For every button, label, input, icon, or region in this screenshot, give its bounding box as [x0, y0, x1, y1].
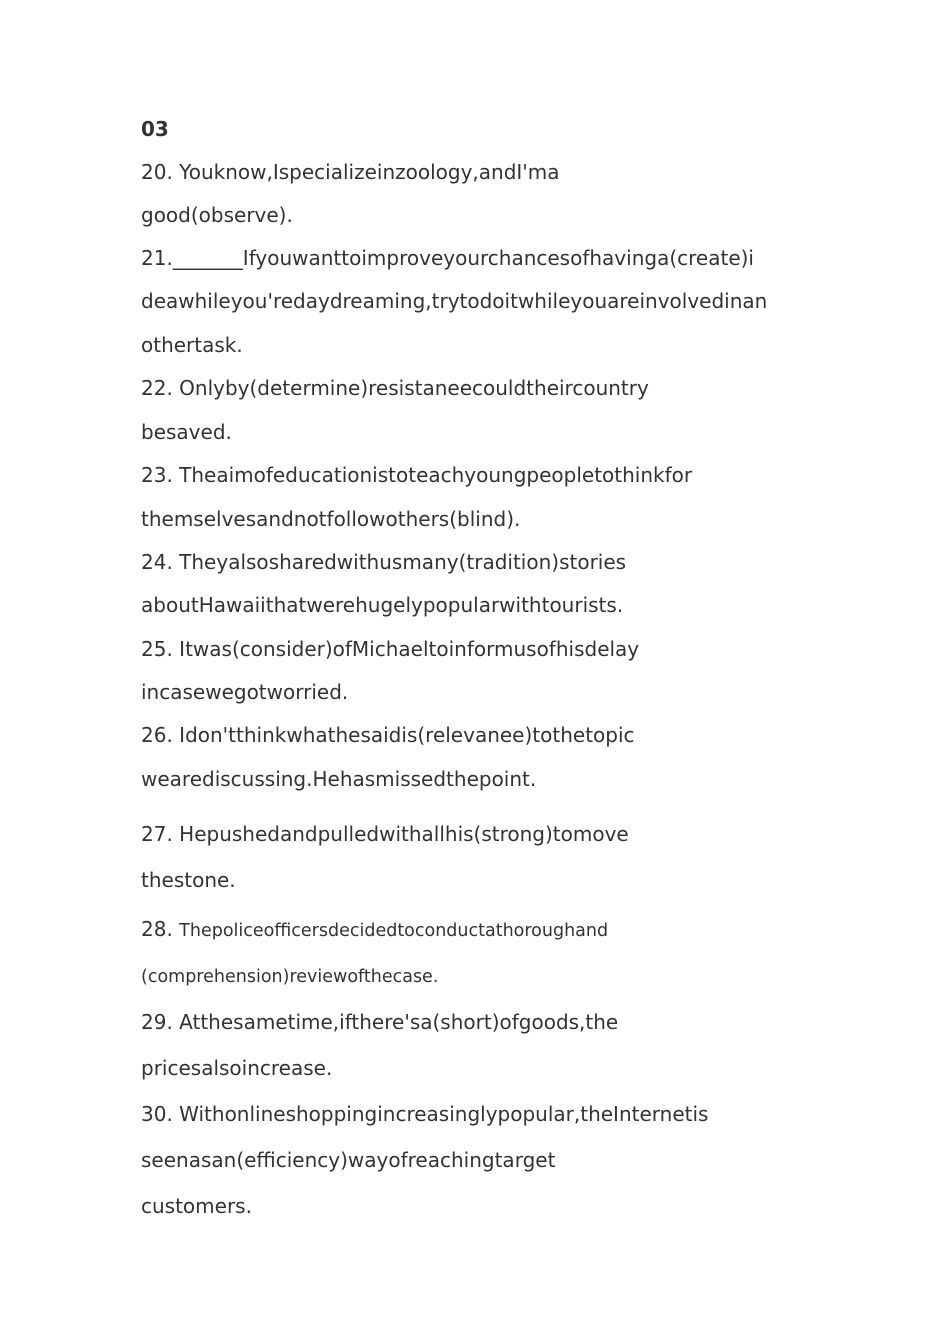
question-27-line-1: 27. Hepushedandpulledwithallhis(strong)tomove: [141, 822, 629, 846]
question-21-line-3: othertask.: [141, 333, 243, 357]
question-29-line-2: pricesalsoincrease.: [141, 1056, 333, 1080]
question-28-line-2: (comprehension)reviewofthecase.: [141, 967, 439, 987]
question-20-line-1: 20. Youknow,Ispecializeinzoology,andI'ma: [141, 160, 560, 184]
question-26-line-2: wearediscussing.Hehasmissedthepoint.: [141, 767, 537, 791]
question-21-line-1: 21._______Ifyouwanttoimproveyourchancesofhavinga(create)i: [141, 246, 754, 270]
question-28-text: Thepoliceofficersdecidedtoconductathoroughand: [179, 921, 609, 941]
question-22-line-2: besaved.: [141, 420, 232, 444]
question-23-line-1: 23. Theaimofeducationistoteachyoungpeopletothinkfor: [141, 463, 693, 487]
question-30-line-3: customers.: [141, 1194, 252, 1218]
question-30-line-1: 30. Withonlineshoppingincreasinglypopular,theInternetis: [141, 1102, 709, 1126]
question-28-line-1: [141, 915, 608, 945]
question-25-line-2: incasewegotworried.: [141, 680, 349, 704]
question-24-line-1: 24. Theyalsosharedwithusmany(tradition)stories: [141, 550, 627, 574]
question-27-line-2: thestone.: [141, 868, 236, 892]
question-21-line-2: deawhileyou'redaydreaming,trytodoitwhileyouareinvolvedinan: [141, 289, 768, 313]
question-20-line-2: good(observe).: [141, 203, 293, 227]
question-23-line-2: themselvesandnotfollowothers(blind).: [141, 507, 521, 531]
question-30-line-2: seenasan(efficiency)wayofreachingtarget: [141, 1148, 556, 1172]
question-22-line-1: 22. Onlyby(determine)resistaneecouldtheircountry: [141, 376, 649, 400]
question-24-line-2: aboutHawaiithatwerehugelypopularwithtourists.: [141, 593, 624, 617]
question-29-line-1: 29. Atthesametime,ifthere'sa(short)ofgoods,the: [141, 1010, 619, 1034]
question-25-line-1: 25. Itwas(consider)ofMichaeltoinformusofhisdelay: [141, 637, 640, 661]
question-28-number: 28.: [141, 917, 180, 941]
section-heading: 03: [141, 117, 169, 141]
question-26-line-1: 26. Idon'tthinkwhathesaidis(relevanee)tothetopic: [141, 723, 635, 747]
